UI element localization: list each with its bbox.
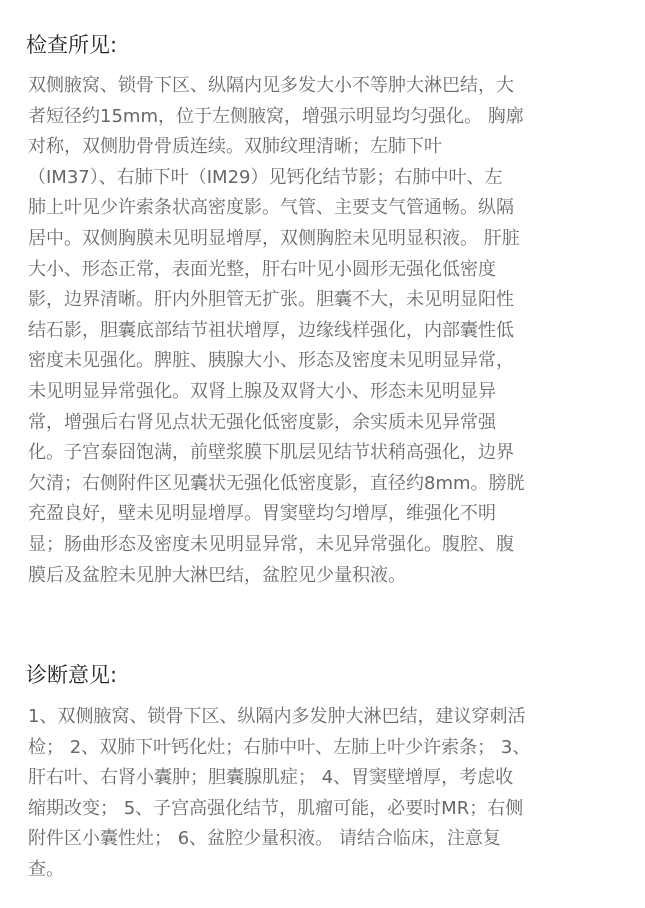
diagnosis-line: 检； 2、双肺下叶钙化灶；右肺中叶、左肺上叶少许索条； 3、 — [28, 736, 531, 758]
findings-line: 者短径约15mm，位于左侧腋窝，增强示明显均匀强化。 胸廓 — [28, 105, 524, 127]
findings-line: 双侧腋窝、锁骨下区、纵隔内见多发大小不等肿大淋巴结，大 — [28, 75, 514, 96]
findings-text — [28, 71, 628, 591]
findings-line: 常，增强后右肾见点状无强化低密度影，余实质未见异常强 — [28, 411, 496, 433]
findings-line: （IM37）、右肺下叶（IM29）见钙化结节影；右肺中叶、左 — [28, 166, 503, 188]
diagnosis-line: 缩期改变； 5、子宫高强化结节，肌瘤可能，必要时MR；右侧 — [28, 797, 524, 819]
findings-line: 密度未见强化。脾脏、胰腺大小、形态及密度未见明显异常， — [28, 350, 514, 372]
findings-line: 肺上叶见少许索条状高密度影。气管、主要支气管通畅。纵隔 — [28, 197, 514, 219]
findings-line: 膜后及盆腔未见肿大淋巴结，盆腔见少量积液。 — [28, 564, 406, 586]
diagnosis-line: 查。 — [28, 858, 64, 880]
findings-line: 结石影，胆囊底部结节祖状增厚，边缘线样强化，内部囊性低 — [28, 319, 514, 341]
diagnosis-heading: 诊断意见: — [26, 663, 118, 687]
findings-line: 充盈良好，壁未见明显增厚。胃窦壁均匀增厚，维强化不明 — [28, 503, 496, 525]
diagnosis-line: 附件区小囊性灶； 6、盆腔少量积液。 请结合临床，注意复 — [28, 828, 501, 850]
findings-line: 对称，双侧肋骨骨质连续。双肺纹理清晰；左肺下叶 — [28, 136, 442, 158]
findings-line: 未见明显异常强化。双肾上腺及双肾大小、形态未见明显异 — [28, 380, 496, 402]
findings-line: 大小、形态正常，表面光整，肝右叶见小圆形无强化低密度 — [28, 258, 496, 280]
findings-line: 化。子宫泰囧饱满，前壁浆膜下肌层见结节状稍高强化，边界 — [28, 442, 514, 464]
diagnosis-line: 1、双侧腋窝、锁骨下区、纵隔内多发肿大淋巴结，建议穿刺活 — [28, 706, 526, 727]
findings-line: 影，边界清晰。肝内外胆管无扩张。胆囊不大，未见明显阳性 — [28, 289, 514, 311]
findings-line: 居中。双侧胸膜未见明显增厚，双侧胸腔未见明显积液。 肝脏 — [28, 227, 520, 249]
diagnosis-line: 肝右叶、右肾小囊肿；胆囊腺肌症； 4、胃窦壁增厚，考虑收 — [28, 767, 514, 789]
findings-line: 欠清；右侧附件区见囊状无强化低密度影，直径约8mm。膀胱 — [28, 472, 525, 494]
findings-line: 显；肠曲形态及密度未见明显异常，未见异常强化。腹腔、腹 — [28, 533, 514, 555]
diagnosis-text — [28, 702, 628, 886]
findings-heading: 检查所见: — [26, 33, 118, 57]
